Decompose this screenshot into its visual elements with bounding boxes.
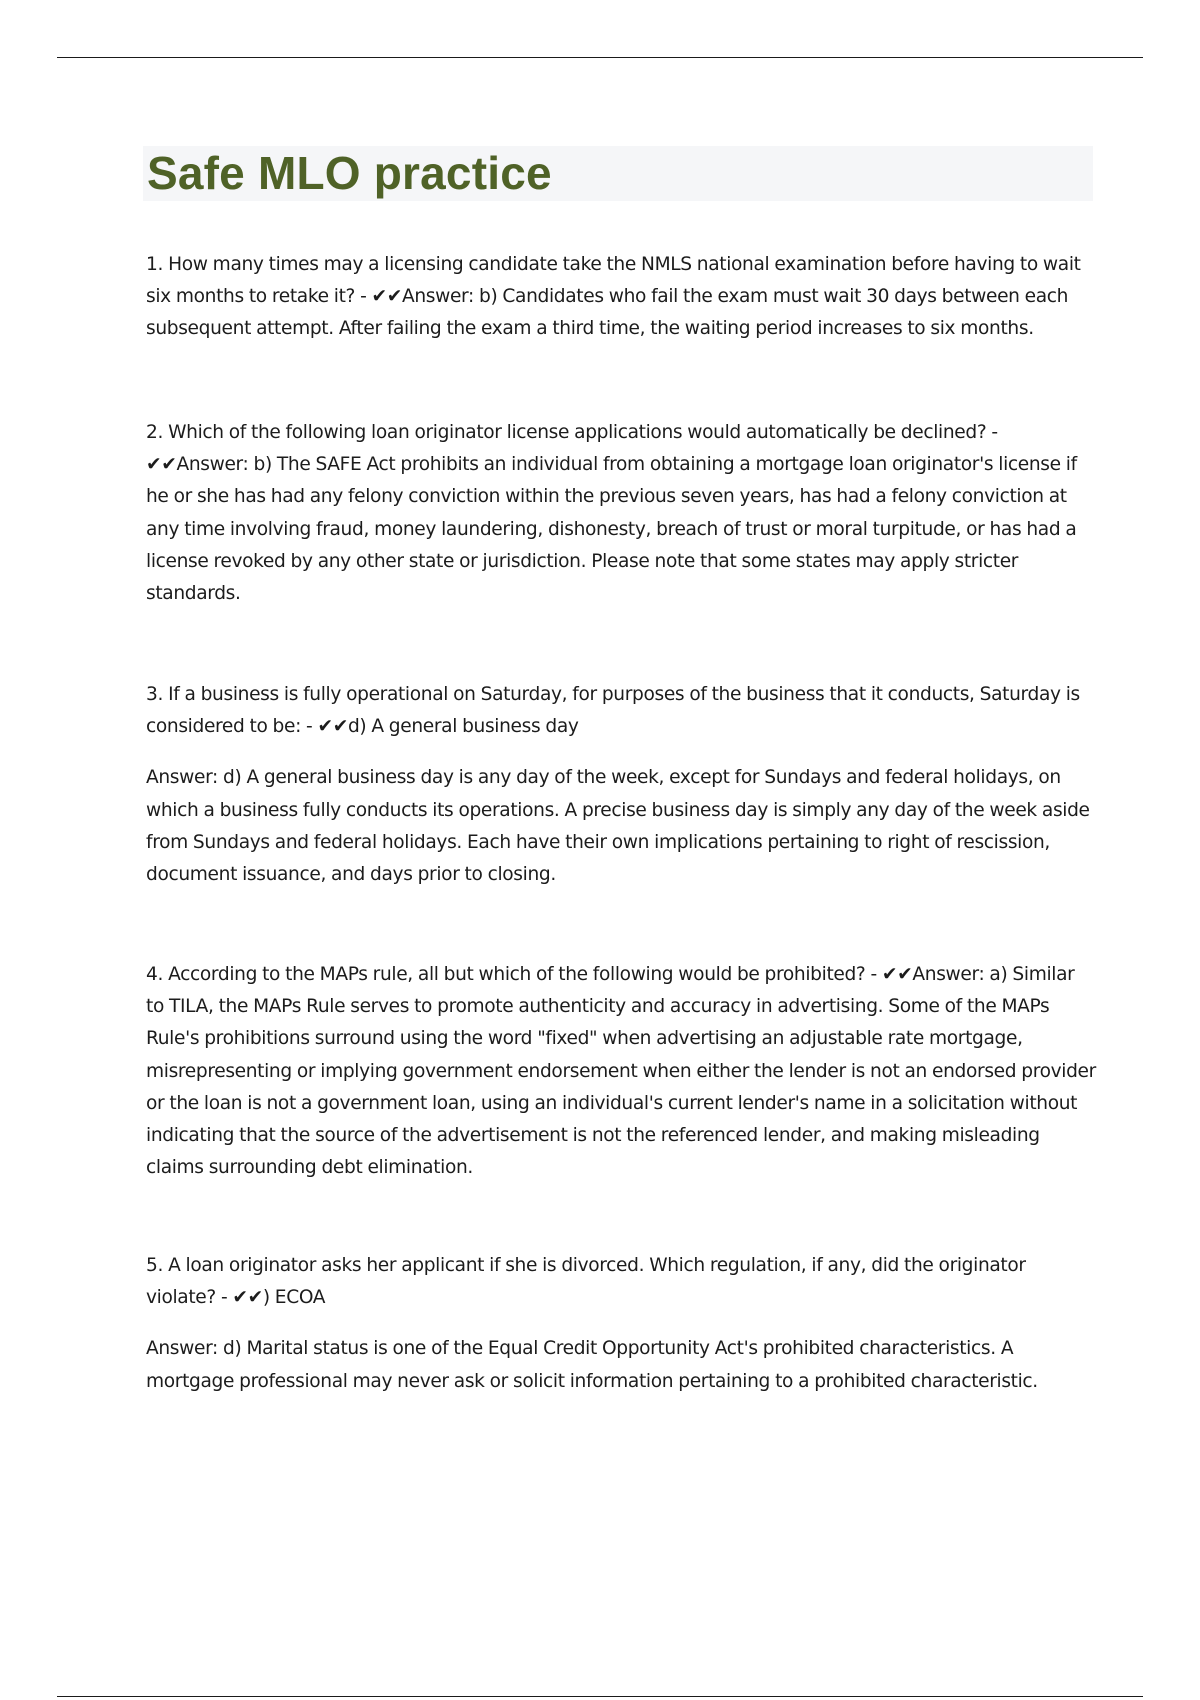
answer-explanation: Answer: d) Marital status is one of the Equal Credit Opportunity Act's prohibited characteristics. A mortgage professional may never ask or solicit information pertaining to a prohibited characteristic. bbox=[146, 1338, 1038, 1392]
page-title: Safe MLO practice bbox=[147, 147, 552, 199]
question-1 bbox=[146, 249, 1096, 346]
question-text: 2. Which of the following loan originator license applications would automatically be declined? - ✔✔Answer: b) The SAFE Act prohibits an individual from obtaining a mortgage loan originator's license if he or she has had any felony conviction within the previous seven years, has had a felony conviction at any time involving fraud, money laundering, dishonesty, breach of trust or moral turpitude, or has had a license revoked by any other state or jurisdiction. Please note that some states may apply stricter standards. bbox=[146, 422, 1077, 605]
question-text: 3. If a business is fully operational on Saturday, for purposes of the business that it conducts, Saturday is considered to be: - ✔✔d) A general business day bbox=[146, 684, 1080, 738]
question-3 bbox=[146, 679, 1096, 891]
question-5 bbox=[146, 1250, 1096, 1398]
top-rule bbox=[57, 57, 1143, 58]
question-text: 1. How many times may a licensing candidate take the NMLS national examination before having to wait six months to retake it? - ✔✔Answer: b) Candidates who fail the exam must wait 30 days between each subsequent attempt. After failing the exam a third time, the waiting period increases to six months. bbox=[146, 254, 1081, 340]
question-text: 5. A loan originator asks her applicant if she is divorced. Which regulation, if any, did the originator violate? - ✔✔) ECOA bbox=[146, 1255, 1026, 1309]
answer-explanation: Answer: d) A general business day is any day of the week, except for Sundays and federal holidays, on which a business fully conducts its operations. A precise business day is simply any day of the week aside from Sundays and federal holidays. Each have their own implications pertaining to right of rescission, document issuance, and days prior to closing. bbox=[146, 767, 1090, 886]
question-2 bbox=[146, 417, 1096, 610]
bottom-rule bbox=[57, 1696, 1143, 1697]
question-4 bbox=[146, 959, 1096, 1184]
question-text: 4. According to the MAPs rule, all but which of the following would be prohibited? - ✔✔Answer: a) Similar to TILA, the MAPs Rule serves to promote authenticity and accuracy in advertising. Some of the MAPs Rule's prohibitions surround using the word "fixed" when advertising an adjustable rate mortgage, misrepresenting or implying government endorsement when either the lender is not an endorsed provider or the loan is not a government loan, using an individual's current lender's name in a solicitation without indicating that the source of the advertisement is not the referenced lender, and making misleading claims surrounding debt elimination. bbox=[146, 964, 1096, 1179]
